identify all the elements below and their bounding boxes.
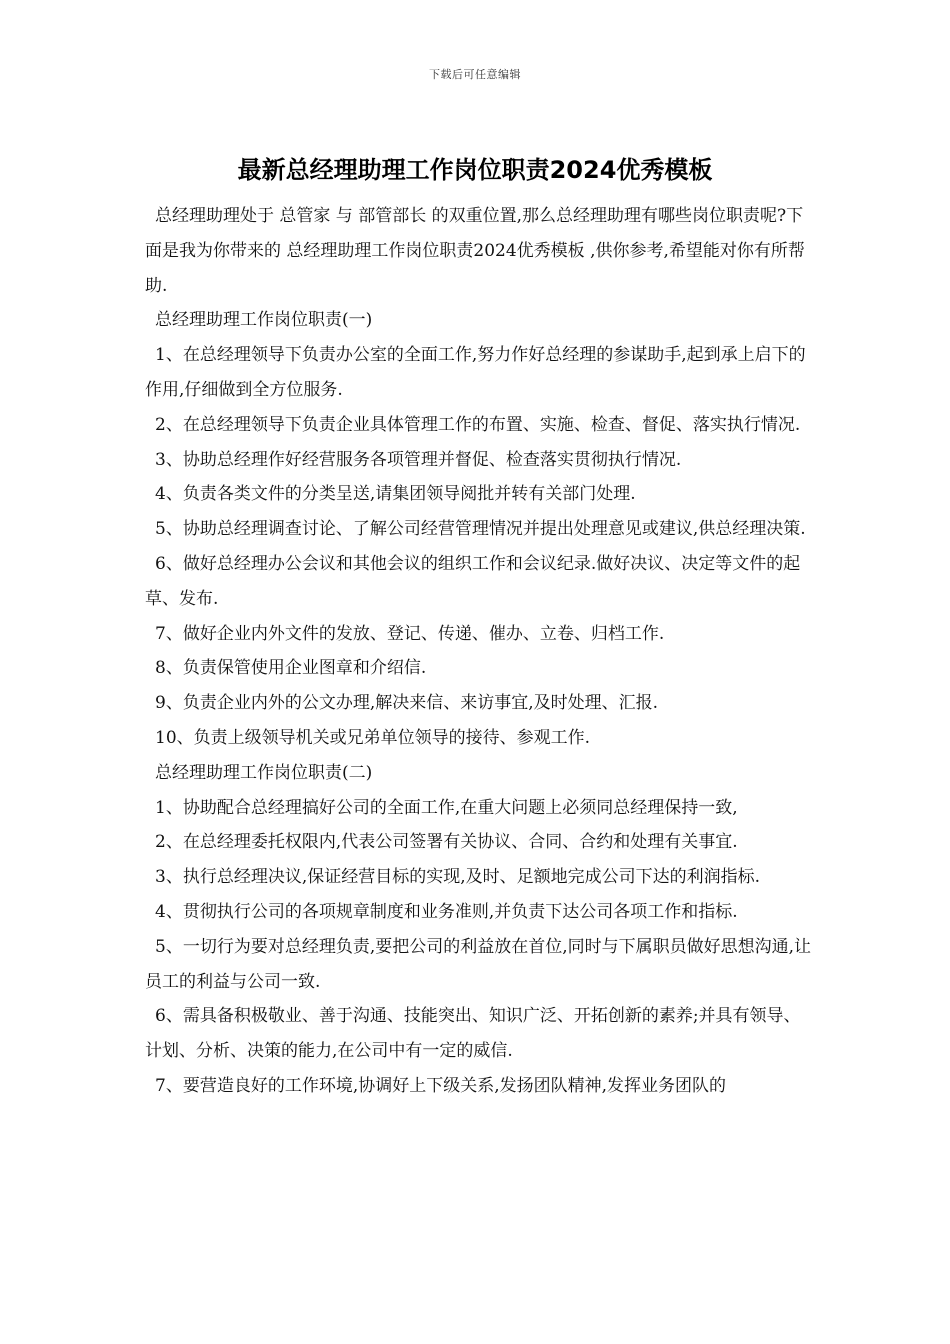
header-note: 下载后可任意编辑: [429, 68, 521, 81]
duty-item: 9、负责企业内外的公文办理,解决来信、来访事宜,及时处理、汇报.: [155, 693, 659, 714]
duty-item: 7、要营造良好的工作环境,协调好上下级关系,发扬团队精神,发挥业务团队的: [155, 1075, 727, 1096]
section-heading-2: 总经理助理工作岗位职责(二): [155, 762, 373, 783]
duty-item: 5、一切行为要对总经理负责,要把公司的利益放在首位,同时与下属职员做好思想沟通,让员工的利益与公司一致.: [145, 936, 812, 992]
duty-item: 4、贯彻执行公司的各项规章制度和业务准则,并负责下达公司各项工作和指标.: [155, 901, 738, 922]
duty-item: 6、做好总经理办公会议和其他会议的组织工作和会议纪录.做好决议、决定等文件的起草、发布.: [145, 553, 801, 609]
duty-item: 8、负责保管使用企业图章和介绍信.: [155, 658, 427, 679]
duty-item: 3、执行总经理决议,保证经营目标的实现,及时、足额地完成公司下达的利润指标.: [155, 867, 761, 888]
document-body: [145, 199, 813, 1104]
duty-item: 1、协助配合总经理搞好公司的全面工作,在重大问题上必须同总经理保持一致,: [155, 797, 738, 818]
duty-item: 6、需具备积极敬业、善于沟通、技能突出、知识广泛、开拓创新的素养;并具有领导、计划、分析、决策的能力,在公司中有一定的威信.: [145, 1006, 801, 1062]
duty-item: 10、负责上级领导机关或兄弟单位领导的接待、参观工作.: [155, 727, 591, 748]
intro-paragraph: 总经理助理处于 总管家 与 部管部长 的双重位置,那么总经理助理有哪些岗位职责呢?下面是我为你带来的 总经理助理工作岗位职责2024优秀模板 ,供你参考,希望能对你有所帮助.: [145, 206, 805, 296]
duty-item: 5、协助总经理调查讨论、了解公司经营管理情况并提出处理意见或建议,供总经理决策.: [155, 519, 806, 540]
duty-item: 1、在总经理领导下负责办公室的全面工作,努力作好总经理的参谋助手,起到承上启下的作用,仔细做到全方位服务.: [145, 345, 806, 400]
document-title: 最新总经理助理工作岗位职责2024优秀模板: [237, 156, 713, 184]
duty-item: 4、负责各类文件的分类呈送,请集团领导阅批并转有关部门处理.: [155, 484, 636, 505]
duty-item: 3、协助总经理作好经营服务各项管理并督促、检查落实贯彻执行情况.: [155, 449, 682, 470]
duty-item: 2、在总经理委托权限内,代表公司签署有关协议、合同、合约和处理有关事宜.: [155, 832, 738, 853]
section-heading-1: 总经理助理工作岗位职责(一): [155, 310, 373, 331]
duty-item: 7、做好企业内外文件的发放、登记、传递、催办、立卷、归档工作.: [155, 623, 665, 644]
duty-item: 2、在总经理领导下负责企业具体管理工作的布置、实施、检查、督促、落实执行情况.: [155, 414, 801, 435]
